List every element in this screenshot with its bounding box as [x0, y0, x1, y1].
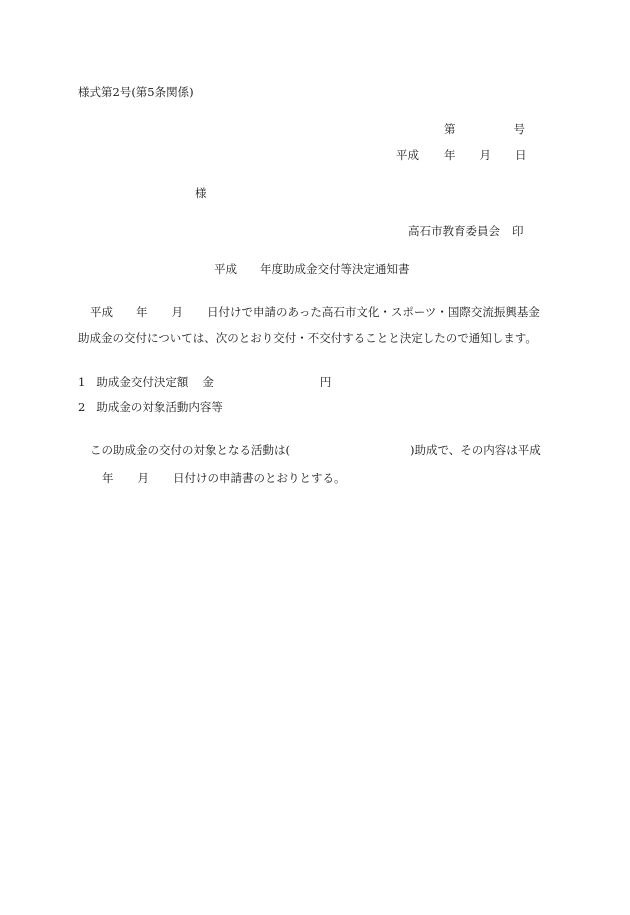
addressee-suffix: 様 — [195, 186, 207, 200]
activity-line2 — [102, 471, 346, 485]
issuer-name: 高石市教育委員会 — [408, 224, 500, 238]
doc-number-suffix: 号 — [513, 122, 525, 136]
body-paragraph-line2: 助成金の交付については、次のとおり交付・不交付することと決定したので通知します。 — [78, 331, 537, 345]
para1-year: 年 — [136, 305, 148, 319]
activity-line2-year: 年 — [102, 471, 114, 485]
activity-line1-end: )助成で、その内容は平成 — [410, 443, 541, 457]
para1-rest: 日付けで申請のあった高石市文化・スポーツ・国際交流振興基金 — [207, 305, 540, 319]
document-title — [214, 262, 410, 276]
issue-date-day: 日 — [515, 148, 527, 162]
issue-date-era: 平成 — [396, 148, 419, 162]
item-1 — [78, 375, 331, 389]
doc-number-line — [444, 122, 525, 136]
item-2-number: 2 — [78, 400, 86, 414]
doc-number-prefix: 第 — [444, 122, 456, 136]
para1-era: 平成 — [90, 305, 113, 319]
para1-month: 月 — [171, 305, 183, 319]
item-1-unit: 円 — [319, 375, 332, 389]
activity-line2-rest: 日付けの申請書のとおりとする。 — [173, 471, 346, 485]
issue-date-year: 年 — [444, 148, 456, 162]
issue-date-month: 月 — [479, 148, 491, 162]
item-2 — [78, 400, 223, 414]
form-label: 様式第2号(第5条関係) — [78, 85, 194, 99]
issuer-seal: 印 — [512, 224, 524, 238]
item-2-label: 助成金の対象活動内容等 — [96, 400, 223, 414]
activity-line1-start: この助成金の交付の対象となる活動は( — [90, 443, 290, 457]
item-1-currency-prefix: 金 — [202, 375, 214, 389]
activity-line2-month: 月 — [137, 471, 149, 485]
activity-line1 — [90, 443, 541, 457]
item-1-number: 1 — [78, 375, 86, 389]
item-1-label: 助成金交付決定額 — [96, 375, 189, 389]
title-era: 平成 — [214, 262, 237, 276]
issuer-line — [408, 224, 524, 238]
title-text: 年度助成金交付等決定通知書 — [260, 262, 410, 276]
body-paragraph-line1 — [90, 305, 540, 319]
issue-date-line — [396, 148, 527, 162]
